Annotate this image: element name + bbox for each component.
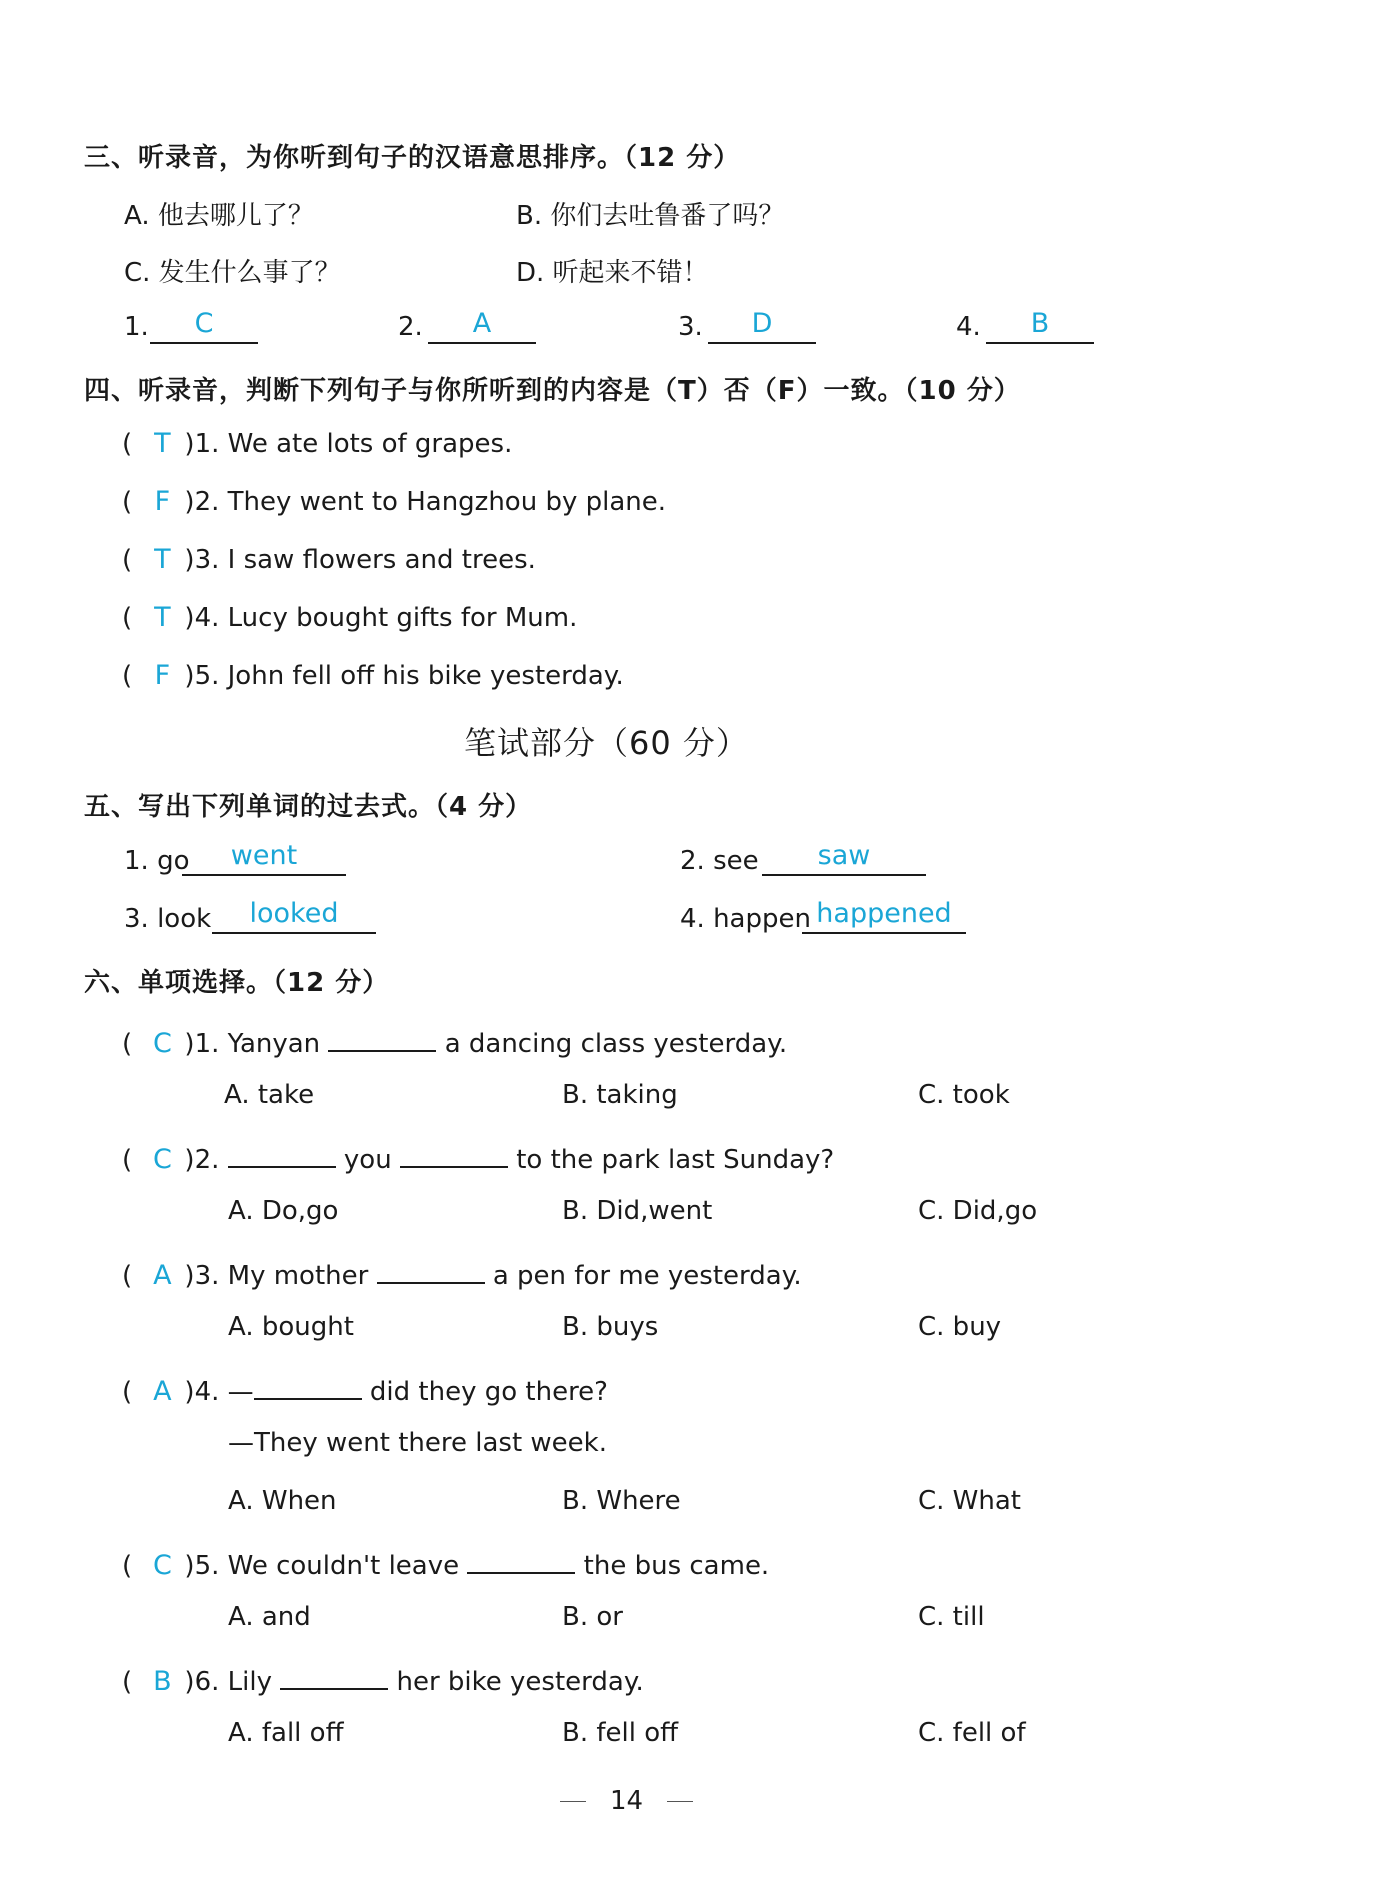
order-item-4-blank[interactable]	[986, 308, 1094, 344]
choice-q1-blank	[328, 1022, 436, 1052]
choice-q3-option-a[interactable]: A. bought	[228, 1312, 354, 1342]
choice-q5-option-c[interactable]: C. till	[918, 1602, 985, 1632]
past-tense-2-blank[interactable]	[762, 840, 926, 876]
order-item-3-num: 3.	[678, 312, 703, 342]
order-item-3-blank[interactable]	[708, 308, 816, 344]
option-b: B. 你们去吐鲁番了吗？	[516, 201, 785, 231]
tf-item-5: ( F )5. John fell off his bike yesterday.	[122, 660, 624, 691]
tf-item-3-answer[interactable]: T	[154, 544, 171, 575]
choice-q2-option-b[interactable]: B. Did,went	[562, 1196, 713, 1226]
choice-q2-answer[interactable]: C	[152, 1144, 172, 1175]
tf-item-4-answer[interactable]: T	[154, 602, 171, 633]
choice-q6-answer[interactable]: B	[153, 1666, 172, 1697]
order-item-3-answer: D	[751, 308, 773, 339]
tf-item-4: ( T )4. Lucy bought gifts for Mum.	[122, 602, 578, 633]
choice-q4-blank	[254, 1370, 362, 1400]
choice-q5-blank	[467, 1544, 575, 1574]
tf-item-1: ( T )1. We ate lots of grapes.	[122, 428, 513, 459]
choice-q3-option-c[interactable]: C. buy	[918, 1312, 1002, 1342]
order-item-4-answer: B	[1030, 308, 1050, 339]
choice-q1-option-a[interactable]: A. take	[224, 1080, 315, 1110]
choice-q1-option-c[interactable]: C. took	[918, 1080, 1010, 1110]
choice-q6-option-c[interactable]: C. fell of	[918, 1718, 1026, 1748]
choice-q1-answer[interactable]: C	[152, 1028, 172, 1059]
page-footer	[536, 1786, 717, 1816]
tf-item-5-answer[interactable]: F	[154, 660, 171, 691]
choice-q2-option-a[interactable]: A. Do,go	[228, 1196, 339, 1226]
choice-q5-option-b[interactable]: B. or	[562, 1602, 623, 1632]
order-item-2-answer: A	[472, 308, 492, 339]
tf-item-2-answer[interactable]: F	[154, 486, 171, 517]
past-tense-1-label: 1. go	[124, 846, 190, 876]
tf-item-1-answer[interactable]: T	[154, 428, 171, 459]
choice-q4-option-c[interactable]: C. What	[918, 1486, 1021, 1516]
past-tense-2-label: 2. see	[680, 846, 759, 876]
order-item-2-blank[interactable]	[428, 308, 536, 344]
choice-q2-option-c[interactable]: C. Did,go	[918, 1196, 1038, 1226]
section-3-title: 三、听录音，为你听到句子的汉语意思排序。（12 分）	[84, 143, 741, 173]
choice-q5: ( C )5. We couldn't leave the bus came.	[122, 1544, 769, 1581]
order-item-2-num: 2.	[398, 312, 423, 342]
choice-q5-option-a[interactable]: A. and	[228, 1602, 311, 1632]
past-tense-3-answer: looked	[249, 898, 339, 929]
section-6-title: 六、单项选择。（12 分）	[84, 968, 390, 998]
section-4-title: 四、听录音，判断下列句子与你所听到的内容是（T）否（F）一致。（10 分）	[84, 376, 1021, 406]
past-tense-1-answer: went	[230, 840, 298, 871]
footer-dash-right	[667, 1801, 693, 1802]
order-item-1-blank[interactable]	[150, 308, 258, 344]
past-tense-3-blank[interactable]	[212, 898, 376, 934]
option-d: D. 听起来不错！	[516, 258, 709, 288]
option-a: A. 他去哪儿了？	[124, 201, 314, 231]
written-part-heading: 笔试部分（60 分）	[464, 724, 749, 762]
choice-q5-answer[interactable]: C	[152, 1550, 172, 1581]
choice-q2: ( C )2. you to the park last Sunday?	[122, 1138, 834, 1175]
order-item-1-num: 1.	[124, 312, 149, 342]
choice-q6-blank	[280, 1660, 388, 1690]
tf-item-3: ( T )3. I saw flowers and trees.	[122, 544, 536, 575]
choice-q6-option-a[interactable]: A. fall off	[228, 1718, 344, 1748]
order-item-4-num: 4.	[956, 312, 981, 342]
choice-q3: ( A )3. My mother a pen for me yesterday.	[122, 1254, 802, 1291]
choice-q6-option-b[interactable]: B. fell off	[562, 1718, 679, 1748]
past-tense-2-answer: saw	[817, 840, 871, 871]
choice-q3-blank	[377, 1254, 485, 1284]
choice-q6: ( B )6. Lily her bike yesterday.	[122, 1660, 644, 1697]
choice-q3-option-b[interactable]: B. buys	[562, 1312, 659, 1342]
choice-q4-reply: —They went there last week.	[228, 1428, 607, 1458]
choice-q4: ( A )4. — did they go there?	[122, 1370, 608, 1407]
section-5-title: 五、写出下列单词的过去式。（4 分）	[84, 792, 533, 822]
choice-q4-answer[interactable]: A	[153, 1376, 172, 1407]
order-item-1-answer: C	[194, 308, 214, 339]
past-tense-1-blank[interactable]	[182, 840, 346, 876]
option-c: C. 发生什么事了？	[124, 258, 341, 288]
past-tense-4-blank[interactable]	[802, 898, 966, 934]
choice-q4-option-a[interactable]: A. When	[228, 1486, 337, 1516]
past-tense-4-answer: happened	[816, 898, 952, 929]
tf-item-2: ( F )2. They went to Hangzhou by plane.	[122, 486, 667, 517]
choice-q2-blank-2	[400, 1138, 508, 1168]
choice-q3-answer[interactable]: A	[153, 1260, 172, 1291]
choice-q4-option-b[interactable]: B. Where	[562, 1486, 681, 1516]
past-tense-4-label: 4. happen	[680, 904, 811, 934]
choice-q1: ( C )1. Yanyan a dancing class yesterday.	[122, 1022, 787, 1059]
past-tense-3-label: 3. look	[124, 904, 212, 934]
choice-q2-blank-1	[228, 1138, 336, 1168]
page-number: 14	[610, 1786, 644, 1816]
footer-dash-left	[560, 1801, 586, 1802]
choice-q1-option-b[interactable]: B. taking	[562, 1080, 678, 1110]
